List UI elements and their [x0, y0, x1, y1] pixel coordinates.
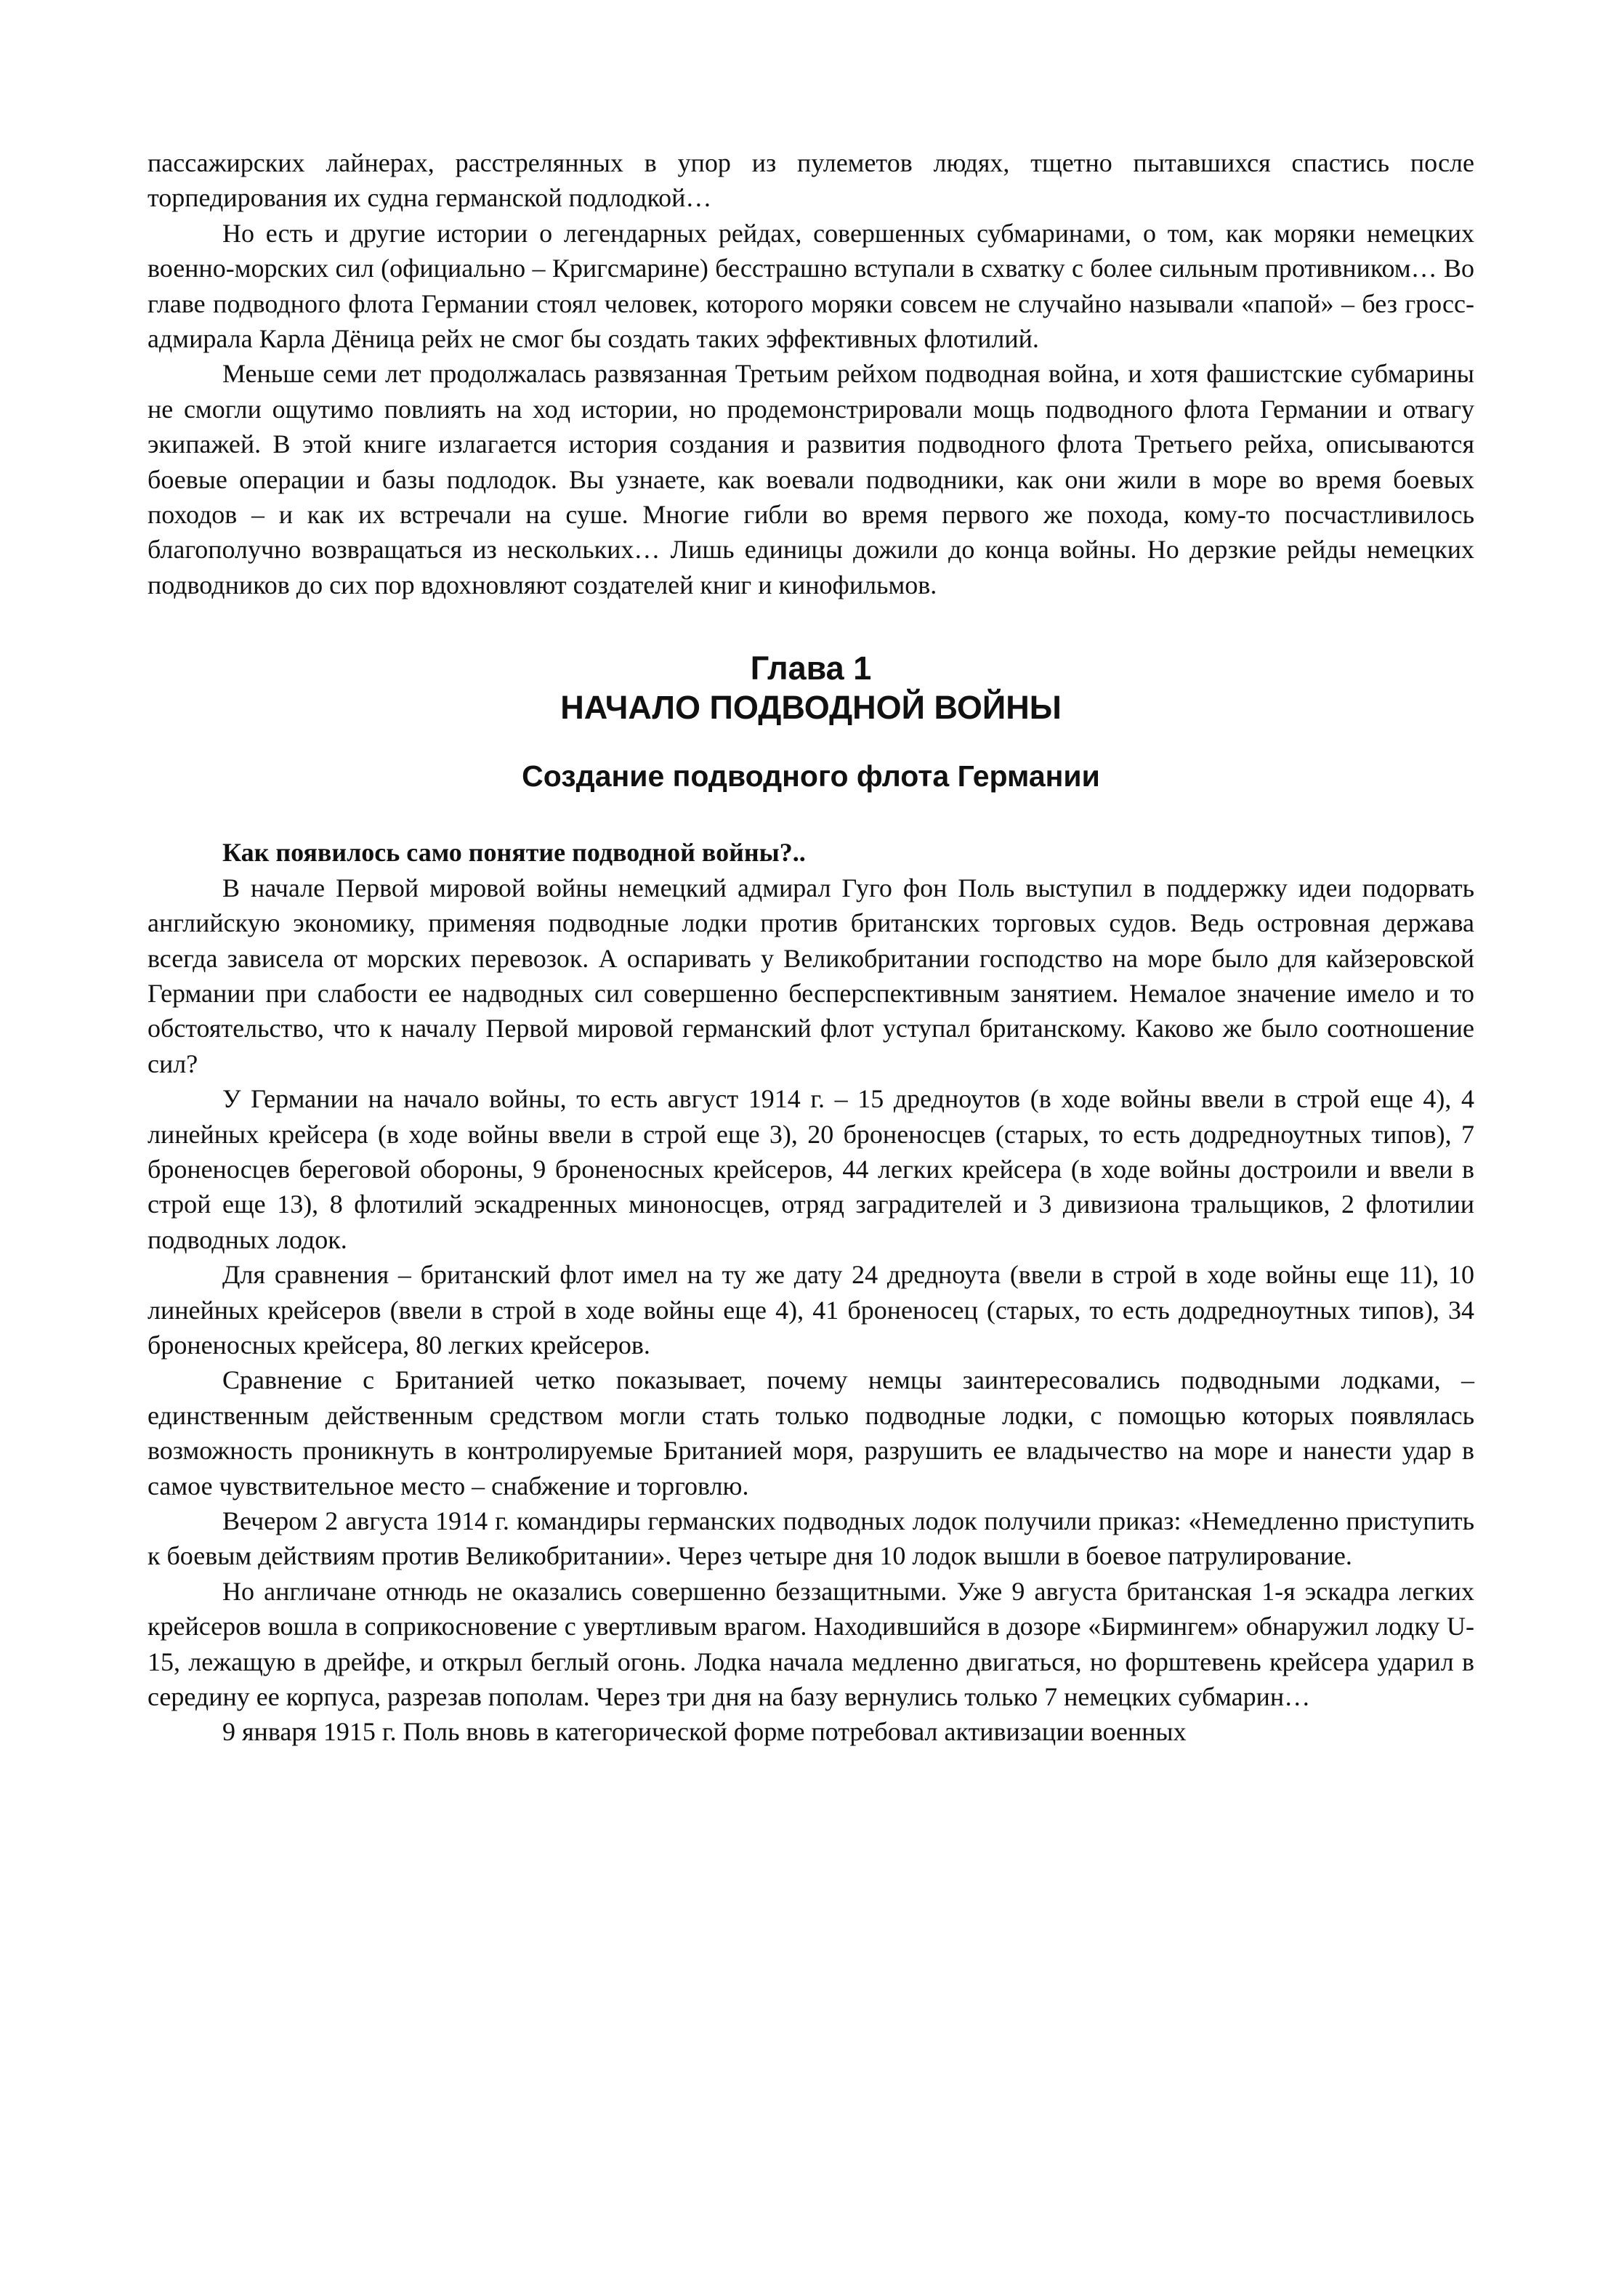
body-paragraph: Но англичане отнюдь не оказались совершенно беззащитными. Уже 9 августа британская 1-я эскадра легких крейсеров вошла в соприкосновение с увертливым врагом. Находившийся в дозоре «Бирмингем» обнаружил лодку U-15, лежащую в дрейфе, и открыл беглый огонь. Лодка начала медленно двигаться, но форштевень крейсера ударил в середину ее корпуса, разрезав пополам. Через три дня на базу вернулись только 7 немецких субмарин… — [148, 1576, 1474, 1712]
intro-paragraph: Меньше семи лет продолжалась развязанная Третьим рейхом подводная война, и хотя фашистские субмарины не смогли ощутимо повлиять на ход истории, но продемонстрировали мощь подводного флота Германии и отвагу экипажей. В этой книге излагается история создания и развития подводного флота Третьего рейха, описываются боевые операции и базы подлодок. Вы узнаете, как воевали подводники, как они жили в море во время боевых походов – и как их встречали на суше. Многие гибли во время первого же похода, кому-то посчастливилось благополучно возвращаться из нескольких… Лишь единицы дожили до конца войны. Но дерзкие рейды немецких подводников до сих пор вдохновляют создателей книг и кинофильмов. — [148, 359, 1474, 599]
section-title: Создание подводного флота Германии — [522, 759, 1100, 793]
chapter-label: Глава 1 — [750, 650, 872, 687]
chapter-heading — [148, 649, 1474, 796]
body-paragraph-truncated: 9 января 1915 г. Поль вновь в категорической форме потребовал активизации военных — [222, 1717, 1187, 1747]
body-paragraph: Сравнение с Британией четко показывает, почему немцы заинтересовались подводными лодками, – единственным действенным средством могли стать только подводные лодки, с помощью которых появлялась возможность проникнуть в контролируемые Британией моря, разрушить ее владычество на море и нанести удар в самое чувствительное место – снабжение и торговлю. — [148, 1365, 1474, 1501]
body-paragraph: В начале Первой мировой войны немецкий адмирал Гуго фон Поль выступил в поддержку идеи подорвать английскую экономику, применяя подводные лодки против британских торговых судов. Ведь островная держава всегда зависела от морских перевозок. А оспаривать у Великобритании господство на море было для кайзеровской Германии при слабости ее надводных сил совершенно бесперспективным занятием. Немалое значение имело и то обстоятельство, что к началу Первой мировой германский флот уступал британскому. Каково же было соотношение сил? — [148, 873, 1474, 1078]
intro-paragraph: Но есть и другие истории о легендарных рейдах, совершенных субмаринами, о том, как моряки немецких военно-морских сил (официально – Кригсмарине) бесстрашно вступали в схватку с более сильным противником… Во главе подводного флота Германии стоял человек, которого моряки совсем не случайно называли «папой» – без гросс-адмирала Карла Дёница рейх не смог бы создать таких эффективных флотилий. — [148, 218, 1474, 354]
chapter-title: НАЧАЛО ПОДВОДНОЙ ВОЙНЫ — [560, 689, 1062, 727]
intro-paragraph-continuation: пассажирских лайнерах, расстрелянных в упор из пулеметов людях, тщетно пытавшихся спастись после торпедирования их судна германской подлодкой… — [148, 148, 1474, 213]
body-paragraph: Вечером 2 августа 1914 г. командиры германских подводных лодок получили приказ: «Немедленно приступить к боевым действиям против Великобритании». Через четыре дня 10 лодок вышли в боевое патрулирование. — [148, 1506, 1474, 1571]
question-heading: Как появилось само понятие подводной войны?.. — [222, 838, 806, 868]
document-page — [148, 145, 1474, 1750]
body-paragraph: У Германии на начало войны, то есть август 1914 г. – 15 дредноутов (в ходе войны ввели в строй еще 4), 4 линейных крейсера (в ходе войны ввели в строй еще 3), 20 броненосцев (старых, то есть додредноутных типов), 7 броненосцев береговой обороны, 9 броненосных крейсеров, 44 легких крейсера (в ходе войны достроили и ввели в строй еще 13), 8 флотилий эскадренных миноносцев, отряд заградителей и 3 дивизиона тральщиков, 2 флотилии подводных лодок. — [148, 1084, 1474, 1254]
body-paragraph: Для сравнения – британский флот имел на ту же дату 24 дредноута (ввели в строй в ходе войны еще 11), 10 линейных крейсеров (ввели в строй в ходе войны еще 4), 41 броненосец (старых, то есть додредноутных типов), 34 броненосных крейсера, 80 легких крейсеров. — [148, 1260, 1474, 1360]
